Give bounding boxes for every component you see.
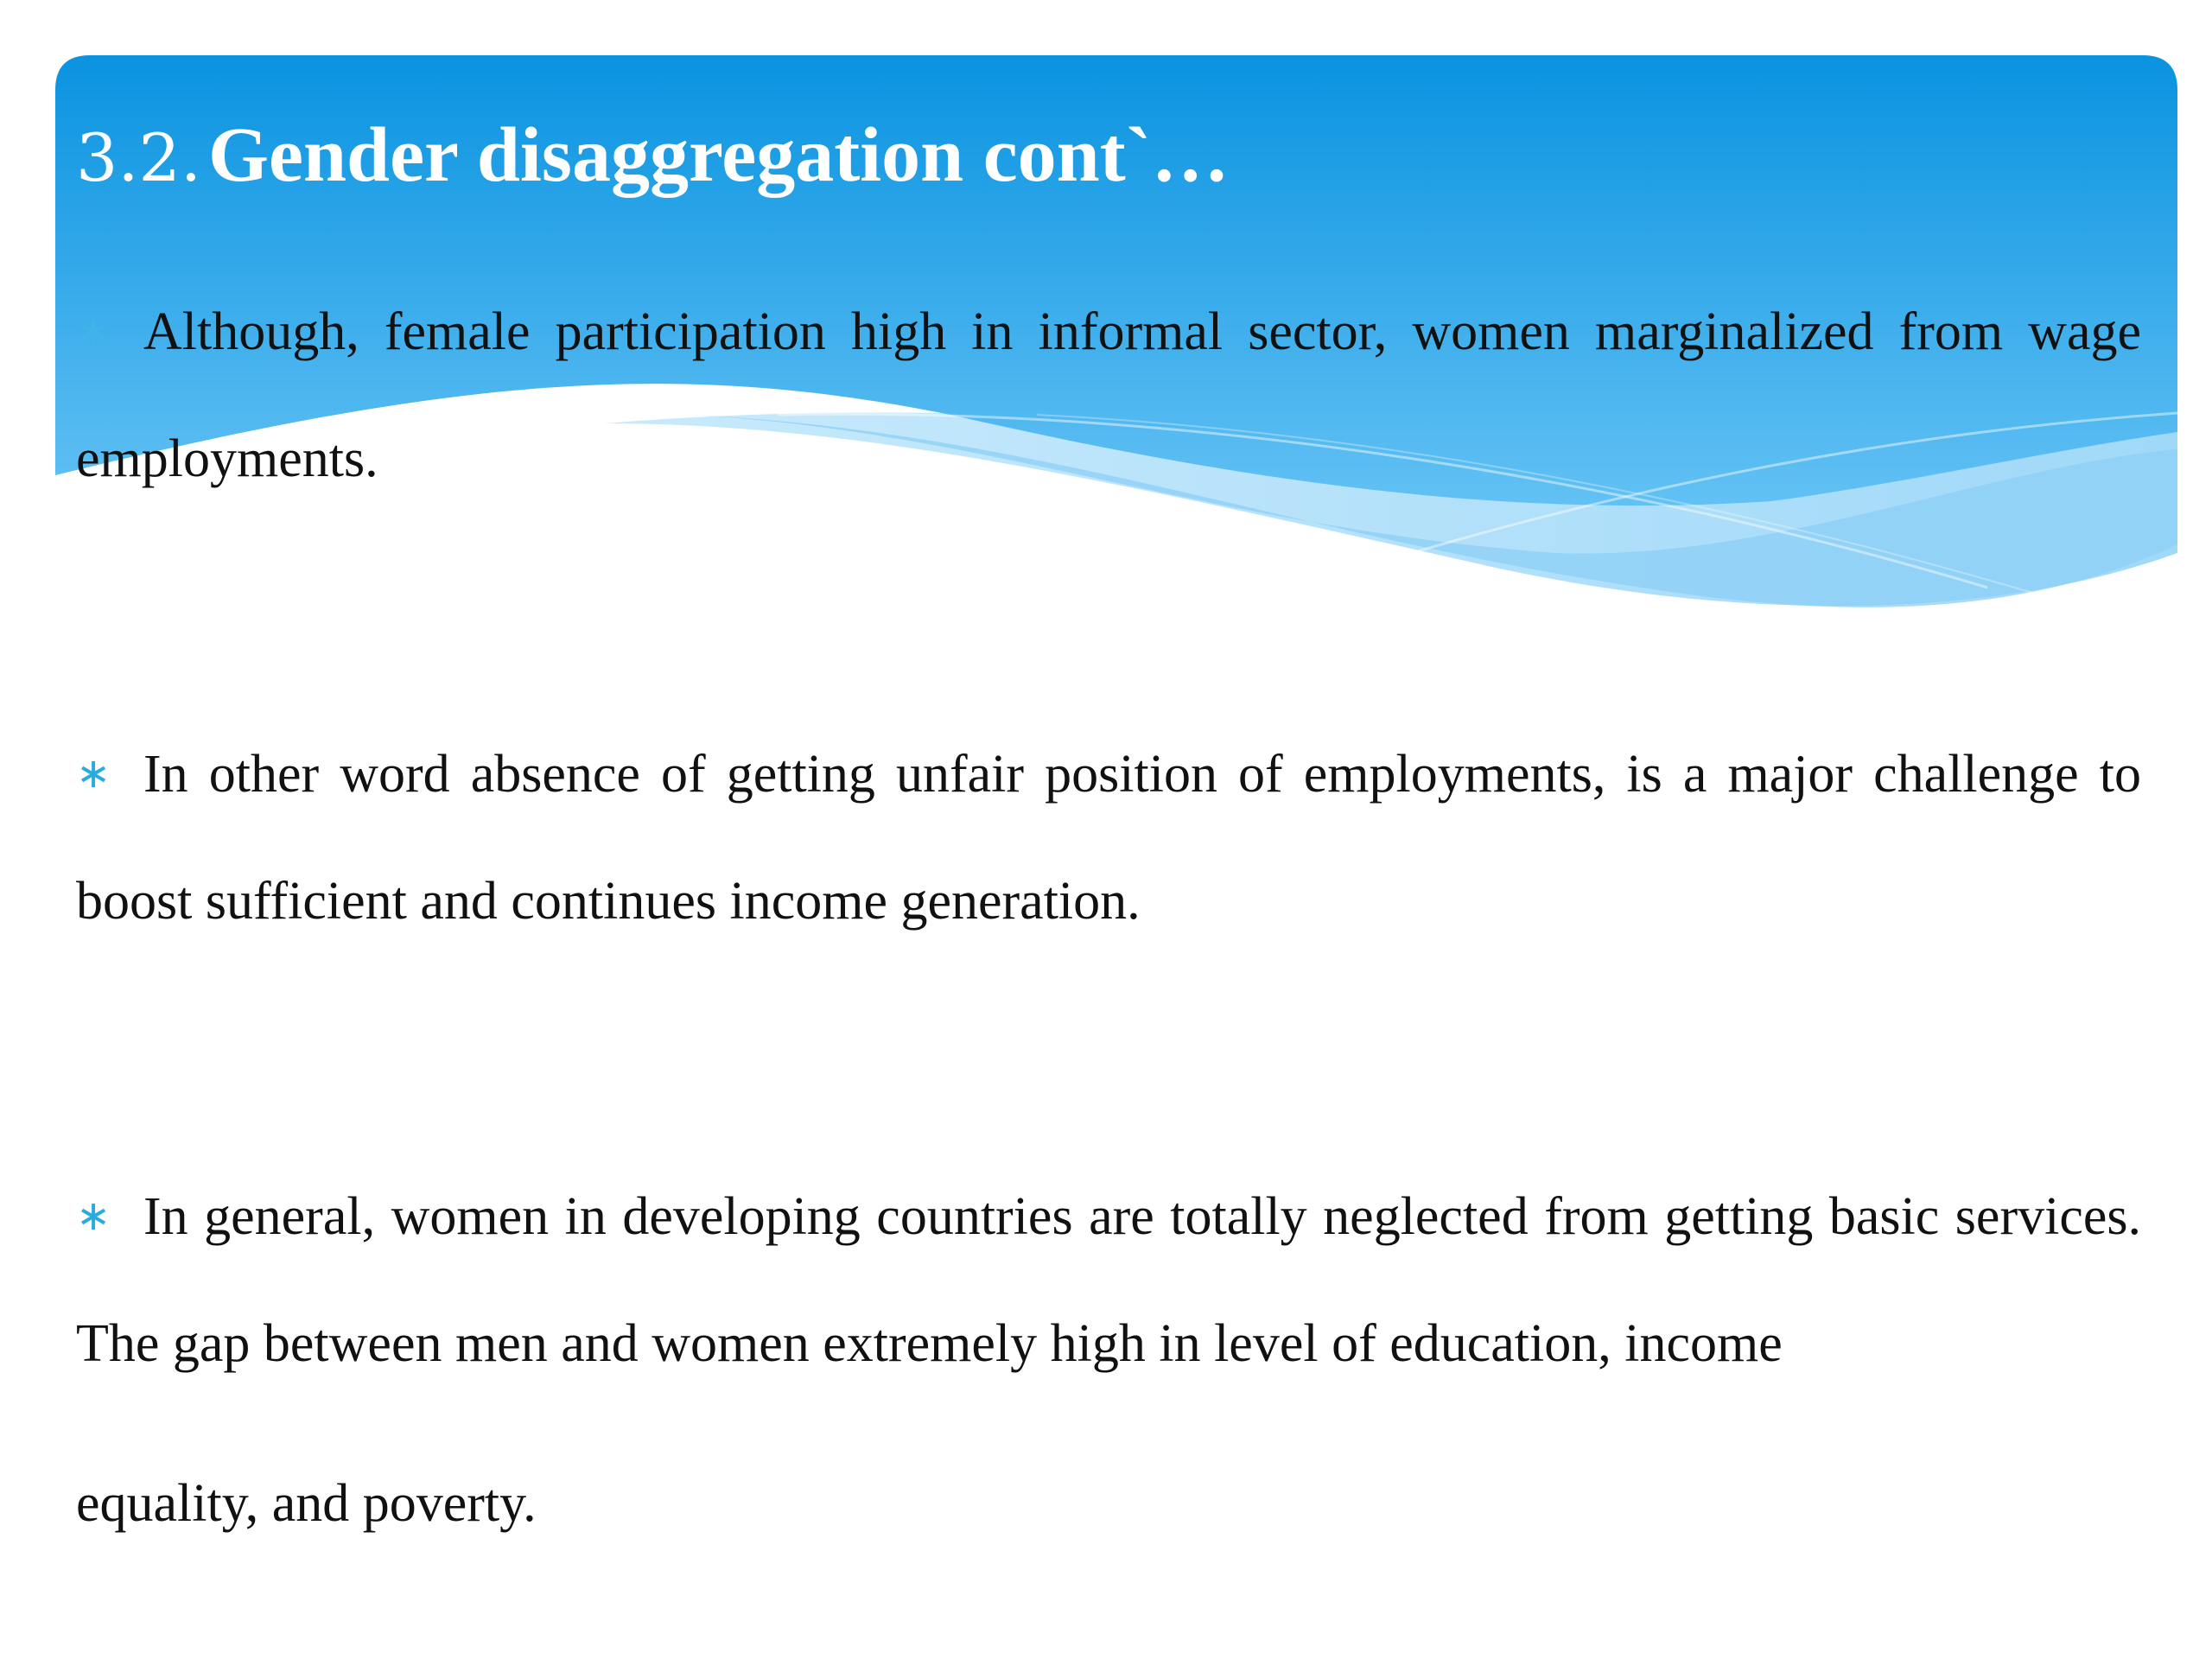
bullet-paragraph [76,710,2141,965]
bullet-asterisk-icon: ∗ [76,307,111,355]
bullet-text: In general, women in developing countries are totally neglected from getting basic services. The gap between men and women extremely high in level of education, income [76,1186,2141,1373]
bullet-text-end: equality, and poverty. [76,1473,537,1533]
title-text: Gender disaggregation cont`… [208,112,1230,198]
bullet-paragraph [76,268,2141,523]
slide-title [76,112,1230,198]
bullet-text: Although, female participation high in informal sector, women marginalized from wage employments. [76,302,2141,488]
bullet-asterisk-icon: ∗ [76,749,111,798]
title-number: 3.2. [76,119,202,196]
bullet-text: In other word absence of getting unfair position of employments, is a major challenge to boost sufficient and continues income generation. [76,744,2141,931]
bullet-paragraph [76,1153,2141,1567]
bullet-asterisk-icon: ∗ [76,1192,111,1240]
